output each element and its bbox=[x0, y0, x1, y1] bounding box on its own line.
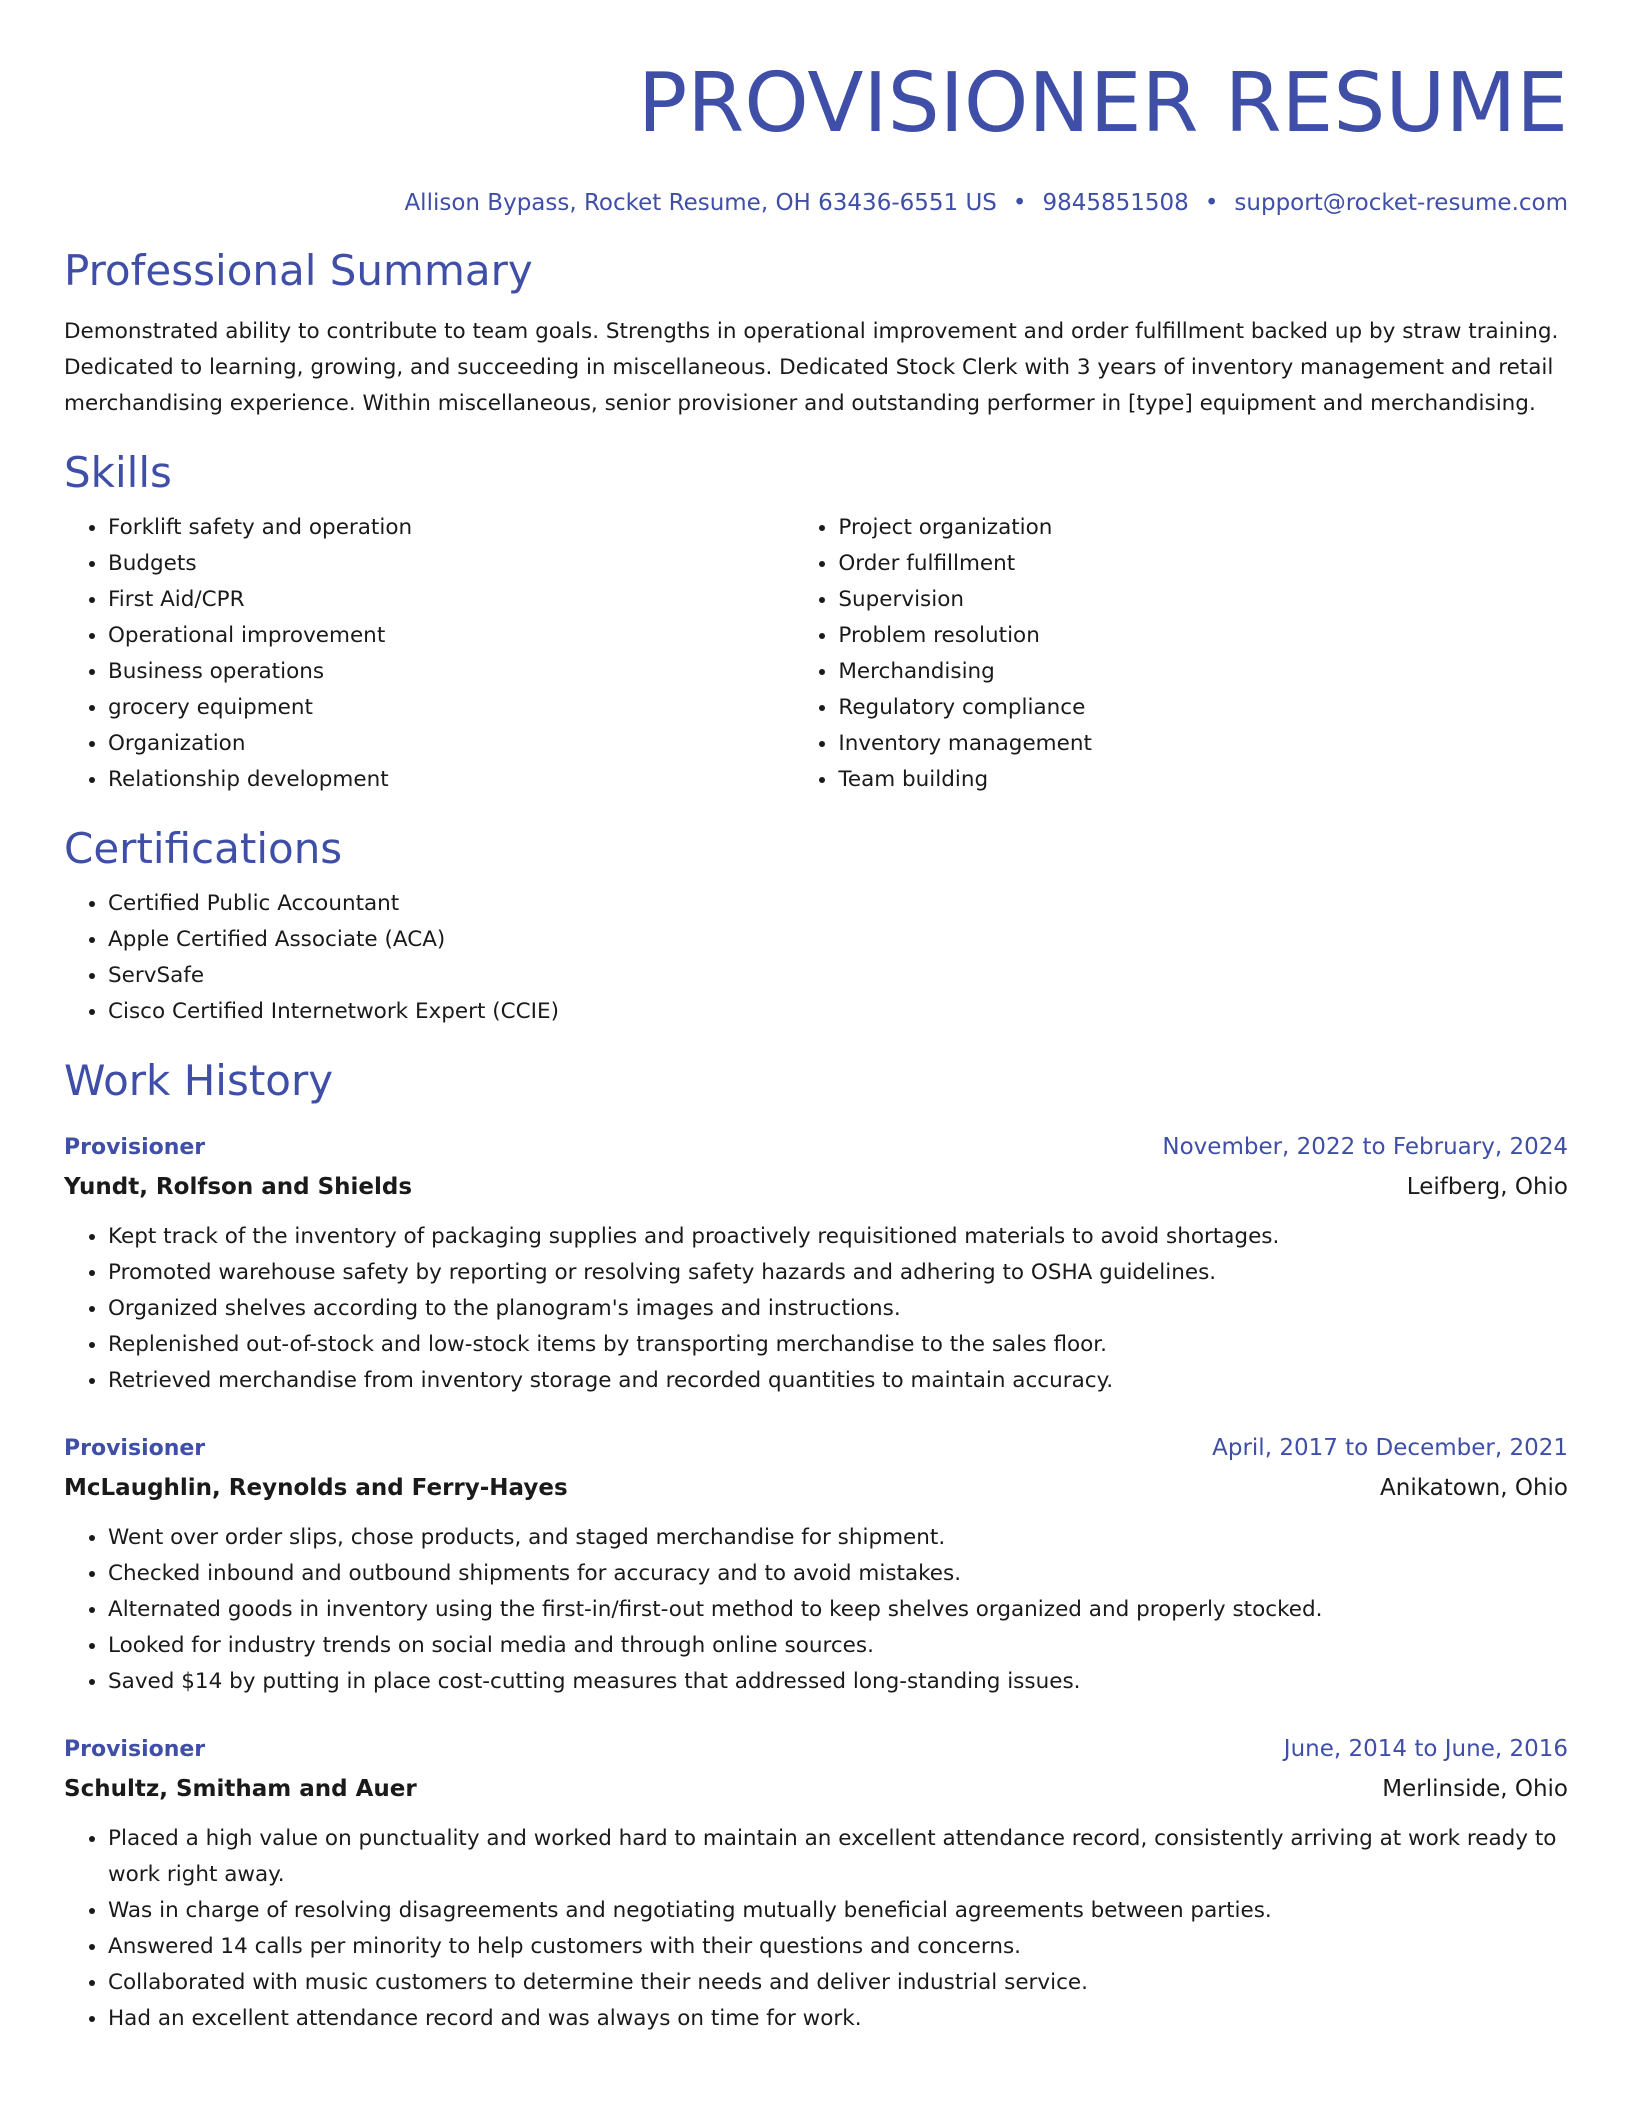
job-entry bbox=[64, 1429, 1568, 1700]
certification-item: • Certified Public Accountant bbox=[108, 886, 1568, 922]
job-bullet: • Retrieved merchandise from inventory storage and recorded quantities to maintain accuracy. bbox=[108, 1363, 1568, 1399]
job-entry bbox=[64, 1128, 1568, 1399]
job-company-row bbox=[64, 1468, 1568, 1508]
job-header-row bbox=[64, 1128, 1568, 1167]
job-company: McLaughlin, Reynolds and Ferry-Hayes bbox=[64, 1475, 568, 1501]
contact-email: support@rocket-resume.com bbox=[1234, 190, 1568, 216]
job-dates: April, 2017 to December, 2021 bbox=[1212, 1435, 1568, 1461]
job-bullet: • Placed a high value on punctuality and worked hard to maintain an excellent attendance record, consistently arriving at work ready to work right away. bbox=[108, 1821, 1568, 1893]
job-location: Anikatown, Ohio bbox=[1380, 1475, 1568, 1501]
summary-heading: Professional Summary bbox=[64, 246, 533, 295]
job-bullet: • Promoted warehouse safety by reporting or resolving safety hazards and adhering to OSHA guidelines. bbox=[108, 1255, 1568, 1291]
job-location: Leifberg, Ohio bbox=[1406, 1174, 1568, 1200]
job-bullet: • Replenished out-of-stock and low-stock items by transporting merchandise to the sales floor. bbox=[108, 1327, 1568, 1363]
skill-item: • Forklift safety and operation bbox=[108, 510, 794, 546]
certifications-heading: Certifications bbox=[64, 824, 343, 873]
job-bullet: • Saved $14 by putting in place cost-cutting measures that addressed long-standing issues. bbox=[108, 1664, 1568, 1700]
contact-separator: • bbox=[1012, 190, 1027, 216]
certifications-list bbox=[64, 886, 1568, 1030]
job-bullet: • Organized shelves according to the planogram's images and instructions. bbox=[108, 1291, 1568, 1327]
skill-item: • grocery equipment bbox=[108, 690, 794, 726]
skill-item: • Merchandising bbox=[838, 654, 1568, 690]
job-bullet: • Was in charge of resolving disagreements and negotiating mutually beneficial agreements between parties. bbox=[108, 1893, 1568, 1929]
skill-item: • Team building bbox=[838, 762, 1568, 798]
job-header-row bbox=[64, 1429, 1568, 1468]
job-bullets bbox=[64, 1821, 1568, 2037]
skill-item: • First Aid/CPR bbox=[108, 582, 794, 618]
contact-separator: • bbox=[1204, 190, 1219, 216]
skill-item: • Operational improvement bbox=[108, 618, 794, 654]
job-dates: June, 2014 to June, 2016 bbox=[1283, 1736, 1568, 1762]
skill-item: • Business operations bbox=[108, 654, 794, 690]
job-bullet: • Collaborated with music customers to determine their needs and deliver industrial service. bbox=[108, 1965, 1568, 2001]
skills-columns bbox=[64, 510, 1568, 798]
job-title: Provisioner bbox=[64, 1135, 206, 1160]
contact-phone: 9845851508 bbox=[1042, 190, 1189, 216]
summary-text: Demonstrated ability to contribute to team goals. Strengths in operational improvement and order fulfillment backed up by straw training. Dedicated to learning, growing, and succeeding in miscellaneous. Dedicated Stock Clerk with 3 years of inventory management and retail merchandising experience. Within miscellaneous, senior provisioner and outstanding performer in [type] equipment and merchandising. bbox=[64, 319, 1559, 416]
skills-list-left bbox=[64, 510, 794, 798]
job-company-row bbox=[64, 1167, 1568, 1207]
job-company-row bbox=[64, 1769, 1568, 1809]
job-title: Provisioner bbox=[64, 1737, 206, 1762]
skill-item: • Inventory management bbox=[838, 726, 1568, 762]
job-bullet: • Alternated goods in inventory using the first-in/first-out method to keep shelves organized and properly stocked. bbox=[108, 1592, 1568, 1628]
job-company: Schultz, Smitham and Auer bbox=[64, 1776, 417, 1802]
job-bullet: • Had an excellent attendance record and was always on time for work. bbox=[108, 2001, 1568, 2037]
job-location: Merlinside, Ohio bbox=[1382, 1776, 1568, 1802]
job-bullets bbox=[64, 1219, 1568, 1399]
certification-item: • ServSafe bbox=[108, 958, 1568, 994]
job-dates: November, 2022 to February, 2024 bbox=[1162, 1134, 1568, 1160]
job-bullet: • Answered 14 calls per minority to help customers with their questions and concerns. bbox=[108, 1929, 1568, 1965]
skills-heading: Skills bbox=[64, 448, 172, 497]
skill-item: • Supervision bbox=[838, 582, 1568, 618]
certification-item: • Cisco Certified Internetwork Expert (CCIE) bbox=[108, 994, 1568, 1030]
skill-item: • Project organization bbox=[838, 510, 1568, 546]
certification-item: • Apple Certified Associate (ACA) bbox=[108, 922, 1568, 958]
job-entry bbox=[64, 1730, 1568, 2037]
skill-item: • Relationship development bbox=[108, 762, 794, 798]
contact-address: Allison Bypass, Rocket Resume, OH 63436-6551 US bbox=[404, 190, 997, 216]
skills-list-right bbox=[794, 510, 1568, 798]
job-bullet: • Kept track of the inventory of packaging supplies and proactively requisitioned materials to avoid shortages. bbox=[108, 1219, 1568, 1255]
contact-line bbox=[64, 188, 1568, 218]
job-header-row bbox=[64, 1730, 1568, 1769]
resume-page bbox=[64, 0, 1568, 2037]
job-bullet: • Went over order slips, chose products, and staged merchandise for shipment. bbox=[108, 1520, 1568, 1556]
job-title: Provisioner bbox=[64, 1436, 206, 1461]
skill-item: • Budgets bbox=[108, 546, 794, 582]
resume-title: PROVISIONER RESUME bbox=[637, 56, 1568, 151]
job-bullets bbox=[64, 1520, 1568, 1700]
skill-item: • Regulatory compliance bbox=[838, 690, 1568, 726]
work-history-heading: Work History bbox=[64, 1056, 334, 1105]
skill-item: • Problem resolution bbox=[838, 618, 1568, 654]
skill-item: • Organization bbox=[108, 726, 794, 762]
skill-item: • Order fulfillment bbox=[838, 546, 1568, 582]
job-bullet: • Checked inbound and outbound shipments for accuracy and to avoid mistakes. bbox=[108, 1556, 1568, 1592]
job-company: Yundt, Rolfson and Shields bbox=[64, 1174, 413, 1200]
job-bullet: • Looked for industry trends on social media and through online sources. bbox=[108, 1628, 1568, 1664]
